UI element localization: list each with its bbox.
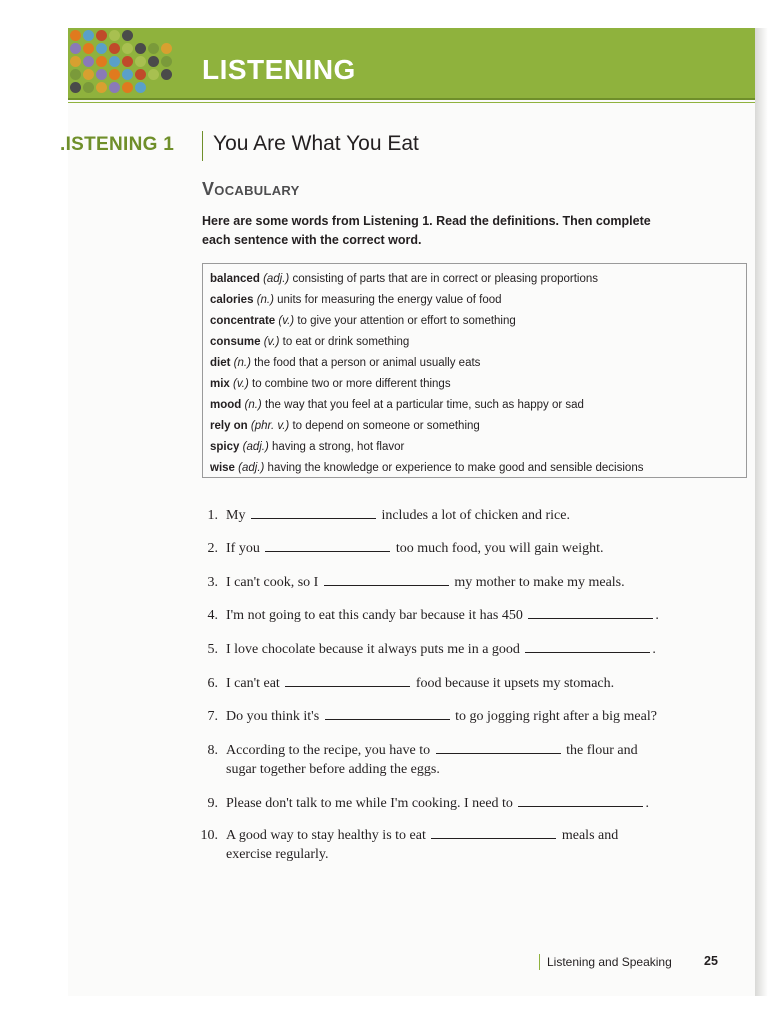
decorative-dot [122,43,133,54]
sentence-start: I love chocolate because it always puts me in a good [226,642,520,657]
decorative-dot [83,82,94,93]
sentence-continuation: sugar together before adding the eggs. [226,762,440,777]
answer-blank[interactable] [285,674,410,687]
exercise-number: 2. [207,541,218,556]
vocabulary-entry [210,353,739,374]
vocabulary-entry [210,437,739,458]
decorative-dot [109,30,120,41]
vocabulary-word: consume [210,336,261,348]
exercise-sentence [226,707,726,726]
sentence-end: . [645,796,649,811]
banner-rule [68,102,755,103]
page-edge-shadow [755,28,768,996]
section-divider [202,131,203,161]
answer-blank[interactable] [436,741,561,754]
decorative-dot [96,69,107,80]
decorative-dot [135,56,146,67]
vocabulary-entry [210,374,739,395]
decorative-dot-pattern [70,30,180,94]
decorative-dot [96,30,107,41]
vocabulary-definition: to eat or drink something [282,336,410,348]
exercise-sentence [226,741,726,779]
vocabulary-word: concentrate [210,315,276,327]
vocabulary-definition: units for measuring the energy value of food [277,294,502,306]
section-title: You Are What You Eat [213,132,419,155]
part-of-speech: (n.) [233,357,251,369]
sentence-end: my mother to make my meals. [454,575,625,590]
part-of-speech: (adj.) [238,462,265,474]
vocabulary-definition: consisting of parts that are in correct or pleasing proportions [292,273,599,285]
exercise-number: 3. [207,575,218,590]
decorative-dot [161,69,172,80]
vocabulary-definition: to depend on someone or something [292,420,480,432]
exercise-sentence [226,826,726,864]
decorative-dot [83,56,94,67]
vocabulary-definition: to give your attention or effort to something [297,315,516,327]
sentence-end: to go jogging right after a big meal? [455,709,657,724]
decorative-dot [83,30,94,41]
decorative-dot [96,56,107,67]
vocabulary-definitions-box [202,263,747,478]
part-of-speech: (n.) [244,399,262,411]
page-number: 25 [704,954,718,968]
vocabulary-definition: having a strong, hot flavor [272,441,405,453]
sentence-start: My [226,508,246,523]
exercise-number: 8. [207,743,218,758]
decorative-dot [109,43,120,54]
decorative-dot [135,69,146,80]
vocabulary-word: balanced [210,273,260,285]
vocabulary-word: rely on [210,420,248,432]
sentence-end: the flour and [566,743,638,758]
decorative-dot [70,30,81,41]
sentence-start: If you [226,541,260,556]
vocabulary-word: mood [210,399,242,411]
decorative-dot [70,69,81,80]
vocabulary-definition: the way that you feel at a particular time, such as happy or sad [264,399,584,411]
sentence-start: I can't eat [226,676,280,691]
answer-blank[interactable] [324,573,449,586]
vocabulary-definition: to combine two or more different things [252,378,451,390]
sentence-start: According to the recipe, you have to [226,743,431,758]
decorative-dot [70,82,81,93]
sentence-start: Please don't talk to me while I'm cooking. I need to [226,796,513,811]
decorative-dot [83,43,94,54]
exercise-sentence [226,506,726,525]
vocabulary-definition: having the knowledge or experience to make good and sensible decisions [267,462,644,474]
exercise-sentence [226,794,726,813]
header-banner [68,28,755,100]
decorative-dot [148,69,159,80]
exercise-sentence [226,640,726,659]
section-label: .ISTENING 1 [60,134,175,155]
sentence-end: . [652,642,656,657]
vocabulary-word: calories [210,294,254,306]
decorative-dot [161,56,172,67]
decorative-dot [122,82,133,93]
sentence-continuation: exercise regularly. [226,847,329,862]
sentence-end: too much food, you will gain weight. [395,541,604,556]
decorative-dot [96,43,107,54]
banner-title: LISTENING [202,54,356,85]
answer-blank[interactable] [431,826,556,839]
decorative-dot [109,56,120,67]
decorative-dot [83,69,94,80]
decorative-dot [70,43,81,54]
part-of-speech: (adj.) [263,273,290,285]
vocabulary-instructions: Here are some words from Listening 1. Read the definitions. Then complete each sentence with the correct word. [202,214,651,247]
vocabulary-entry [210,269,739,290]
vocabulary-entry [210,290,739,311]
exercise-number: 7. [207,709,218,724]
part-of-speech: (phr. v.) [250,420,290,432]
vocabulary-word: spicy [210,441,240,453]
part-of-speech: (v.) [263,336,280,348]
sentence-start: A good way to stay healthy is to eat [226,828,426,843]
vocabulary-entry [210,416,739,437]
answer-blank[interactable] [525,640,650,653]
exercise-sentence [226,606,726,625]
vocabulary-entry [210,395,739,416]
part-of-speech: (adj.) [242,441,269,453]
decorative-dot [109,82,120,93]
exercise-number: 6. [207,676,218,691]
part-of-speech: (n.) [256,294,274,306]
textbook-page [60,28,755,996]
exercise-sentence [226,573,726,592]
footer-book-title: Listening and Speaking [547,955,672,969]
answer-blank[interactable] [325,707,450,720]
exercise-sentence [226,539,726,558]
vocabulary-definition: the food that a person or animal usually eats [254,357,481,369]
answer-blank[interactable] [251,506,376,519]
decorative-dot [96,82,107,93]
decorative-dot [122,56,133,67]
decorative-dot [148,43,159,54]
decorative-dot [148,56,159,67]
answer-blank[interactable] [518,794,643,807]
exercise-number: 1. [207,508,218,523]
vocabulary-entry [210,332,739,353]
decorative-dot [161,43,172,54]
answer-blank[interactable] [528,606,653,619]
footer-divider [539,954,540,970]
sentence-end: includes a lot of chicken and rice. [381,508,570,523]
vocabulary-entry [210,458,739,479]
exercise-number: 10. [200,828,218,843]
vocabulary-word: wise [210,462,235,474]
decorative-dot [70,56,81,67]
sentence-start: I'm not going to eat this candy bar because it has 450 [226,608,523,623]
decorative-dot [135,43,146,54]
sentence-start: I can't cook, so I [226,575,319,590]
exercise-number: 5. [207,642,218,657]
vocabulary-entry [210,311,739,332]
decorative-dot [122,30,133,41]
decorative-dot [122,69,133,80]
sentence-end: meals and [561,828,619,843]
vocabulary-word: mix [210,378,230,390]
exercise-number: 4. [207,608,218,623]
part-of-speech: (v.) [233,378,249,390]
decorative-dot [135,82,146,93]
vocabulary-heading: Vocabulary [202,179,300,199]
answer-blank[interactable] [265,539,390,552]
exercise-number: 9. [207,796,218,811]
part-of-speech: (v.) [278,315,295,327]
decorative-dot [109,69,120,80]
sentence-start: Do you think it's [226,709,320,724]
exercise-sentence [226,674,726,693]
sentence-end: . [655,608,659,623]
sentence-end: food because it upsets my stomach. [415,676,615,691]
vocabulary-word: diet [210,357,231,369]
